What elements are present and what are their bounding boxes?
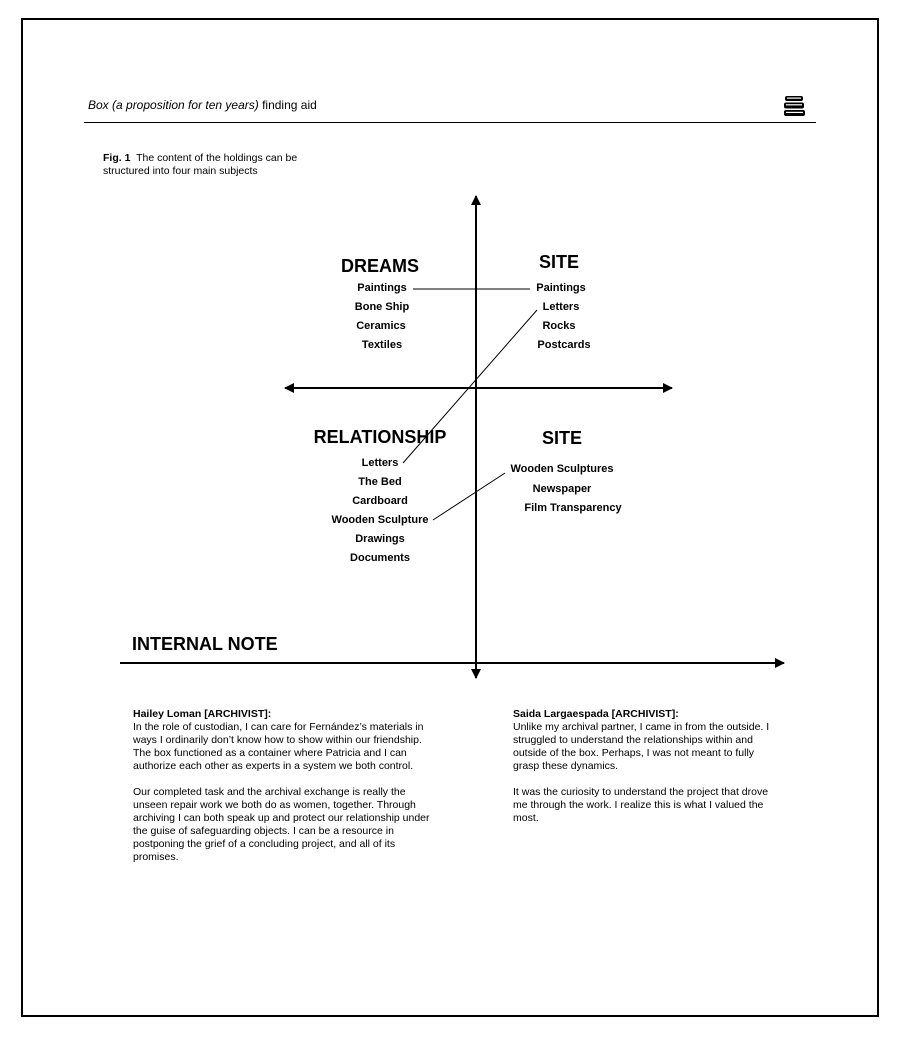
internal-note-heading: INTERNAL NOTE	[132, 634, 278, 654]
list-item: Rocks	[542, 320, 576, 332]
list-item: Paintings	[357, 282, 407, 294]
note-left-column	[133, 708, 433, 877]
note-right-column	[513, 708, 775, 838]
list-item: Documents	[350, 552, 410, 564]
document-title-italic: Box (a proposition for ten years)	[88, 98, 259, 112]
note-right-paragraph: It was the curiosity to understand the project that drove me through the work. I realize this is what I valued the most.	[513, 786, 769, 824]
note-right-author: Saida Largaespada [ARCHIVIST]:	[513, 708, 679, 720]
list-item: Wooden Sculptures	[510, 463, 614, 475]
list-item: Drawings	[355, 533, 405, 545]
note-right-paragraph: Unlike my archival partner, I came in from the outside. I struggled to understand the relationships within and outside of the box. Perhaps, I was not meant to fully grasp these dynamics.	[513, 721, 770, 772]
quadrant-title-site-bottom: SITE	[541, 428, 583, 448]
figure-caption-text: The content of the holdings can be structured into four main subjects	[103, 152, 298, 177]
quadrant-title-site-top: SITE	[538, 252, 580, 272]
list-item: Letters	[361, 457, 399, 469]
list-item: Letters	[542, 301, 580, 313]
list-item: Newspaper	[532, 483, 592, 495]
list-item: Cardboard	[352, 495, 408, 507]
connector-wooden-sculpture	[433, 473, 505, 520]
list-item: The Bed	[358, 476, 402, 488]
note-left-paragraph: Our completed task and the archival exchange is really the unseen repair work we both do as women, together. Through archiving I can both speak up and protect our relationship under the guise of safeguarding objects. I can be a resource in postponing the grief of a concluding project, and all of its promises.	[133, 786, 430, 863]
list-item: Textiles	[361, 339, 403, 351]
list-item: Wooden Sculpture	[331, 514, 429, 526]
list-item: Bone Ship	[354, 301, 410, 313]
list-item: Paintings	[536, 282, 586, 294]
list-item: Postcards	[537, 339, 591, 351]
document-title-rest: finding aid	[258, 98, 317, 112]
note-left-paragraph: In the role of custodian, I can care for Fernández’s materials in ways I ordinarily don’t know how to show within our friendship. The box functioned as a container where Patricia and I can authorize each other as experts in a system we both control.	[133, 721, 424, 772]
quadrant-title-relationship: RELATIONSHIP	[313, 427, 447, 447]
figure-label: Fig. 1	[103, 152, 131, 164]
note-left-author: Hailey Loman [ARCHIVIST]:	[133, 708, 272, 720]
list-item: Film Transparency	[524, 502, 622, 514]
quadrant-title-dreams: DREAMS	[340, 256, 420, 276]
list-item: Ceramics	[356, 320, 406, 332]
